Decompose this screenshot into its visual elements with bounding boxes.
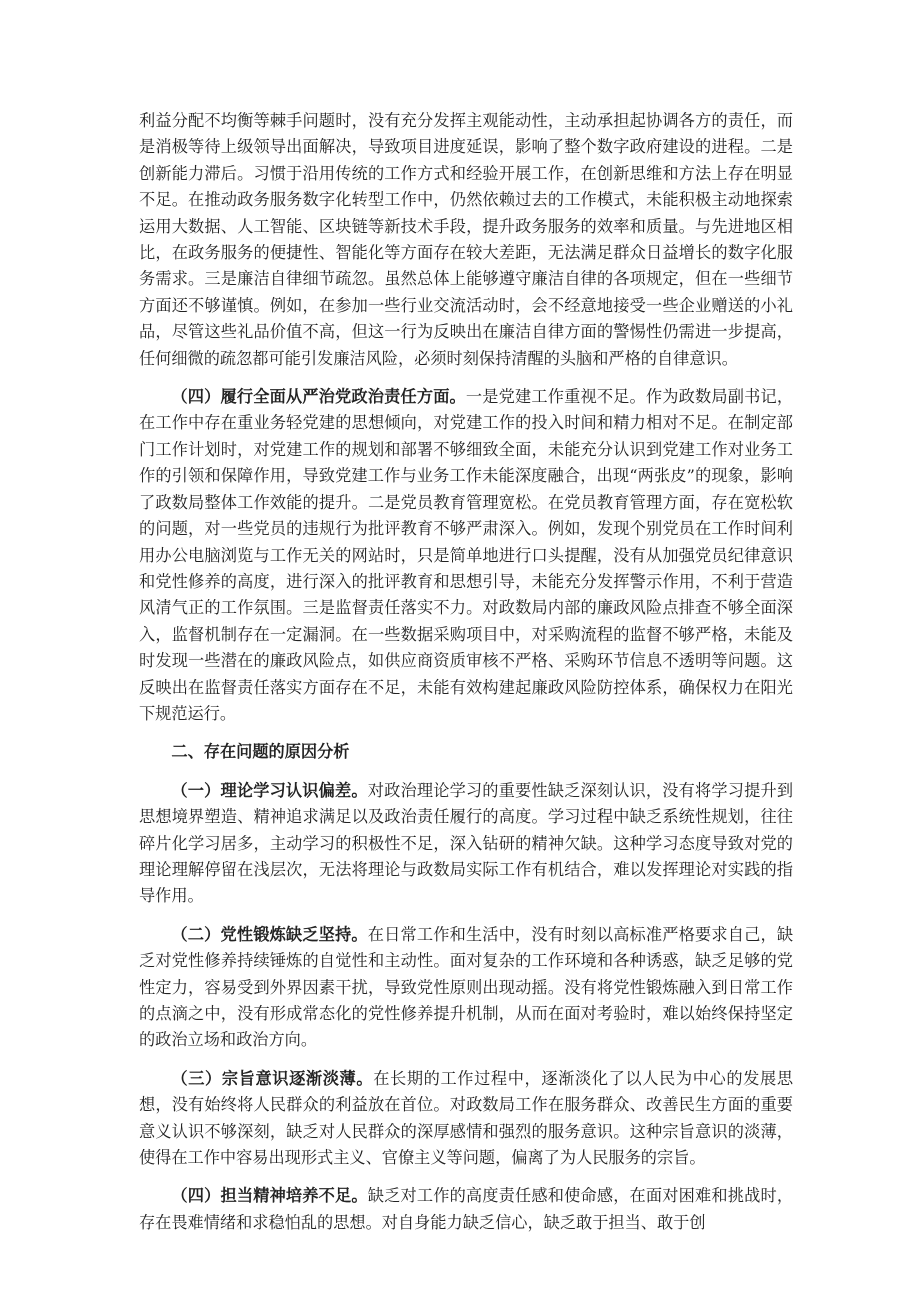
paragraph-party-spirit xyxy=(139,922,793,1054)
paragraph-text: 对政治理论学习的重要性缺乏深刻认识，没有将学习提升到思想境界塑造、精神追求满足以及政治责任履行的高度。学习过程中缺乏系统性规划，往往碎片化学习居多，主动学习的积极性不足，深入钻研的精神欠缺。这种学习态度导致对党的理论理解停留在浅层次，无法将理论与政数局实际工作有机结合，难以发挥理论对实践的指导作用。 xyxy=(139,780,794,906)
paragraph-lead: （三）宗旨意识逐渐淡薄。 xyxy=(171,1068,374,1088)
paragraph-text: 缺乏对工作的高度责任感和使命感，在面对困难和挑战时，存在畏难情绪和求稳怕乱的思想。对自身能力缺乏信心，缺乏敢于担当、敢于创 xyxy=(139,1186,794,1232)
paragraph-text: 在日常工作和生活中，没有时刻以高标准严格要求自己，缺乏对党性修养持续锤炼的自觉性和主动性。面对复杂的工作环境和各种诱惑，缺乏足够的党性定力，容易受到外界因素干扰，导致党性原则出现动摇。没有将党性锻炼融入到日常工作的点滴之中，没有形成常态化的党性修养提升机制，从而在面对考验时，难以始终保持坚定的政治立场和政治方向。 xyxy=(139,924,794,1050)
section-heading: 二、存在问题的原因分析 xyxy=(171,742,350,762)
paragraph-lead: （四）担当精神培养不足。 xyxy=(171,1186,368,1206)
paragraph-purpose-awareness xyxy=(139,1066,793,1172)
paragraph-theory-study xyxy=(139,778,793,910)
paragraph-lead: （一）理论学习认识偏差。 xyxy=(171,780,368,800)
paragraph-text: 在长期的工作过程中，逐渐淡化了以人民为中心的发展思想，没有始终将人民群众的利益放在首位。对政数局工作在服务群众、改善民生方面的重要意义认识不够深刻，缺乏对人民群众的深厚感情和强烈的服务意识。这种宗旨意识的淡薄，使得在工作中容易出现形式主义、官僚主义等问题，偏离了为人民服务的宗旨。 xyxy=(139,1068,794,1168)
paragraph-party-responsibility xyxy=(139,384,793,727)
paragraph-responsibility-spirit xyxy=(139,1183,793,1236)
paragraph-text: 一是党建工作重视不足。作为政数局副书记，在工作中存在重业务轻党建的思想倾向，对党建工作的投入时间和精力相对不足。在制定部门工作计划时，对党建工作的规划和部署不够细致全面，未能充分认识到党建工作对业务工作的引领和保障作用，导致党建工作与业务工作未能深度融合，出现“两张皮”的现象，影响了政数局整体工作效能的提升。二是党员教育管理宽松。在党员教育管理方面，存在宽松软的问题，对一些党员的违规行为批评教育不够严肃深入。例如，发现个别党员在工作时间利用办公电脑浏览与工作无关的网站时，只是简单地进行口头提醒，没有从加强党员纪律意识和党性修养的高度，进行深入的批评教育和思想引导，未能充分发挥警示作用，不利于营造风清气正的工作氛围。三是监督责任落实不力。对政数局内部的廉政风险点排查不够全面深入，监督机制存在一定漏洞。在一些数据采购项目中，对采购流程的监督不够严格，未能及时发现一些潜在的廉政风险点，如供应商资质审核不严格、采购环节信息不透明等问题。这反映出在监督责任落实方面存在不足，未能有效构建起廉政风险防控体系，确保权力在阳光下规范运行。 xyxy=(139,387,794,723)
paragraph-lead: （四）履行全面从严治党政治责任方面。 xyxy=(171,387,466,407)
document-page xyxy=(139,108,793,1236)
paragraph-continuation: 利益分配不均衡等棘手问题时，没有充分发挥主观能动性，主动承担起协调各方的责任，而是消极等待上级领导出面解决，导致项目进度延误，影响了整个数字政府建设的进程。二是创新能力滞后。习惯于沿用传统的工作方式和经验开展工作，在创新思维和方法上存在明显不足。在推动政务服务数字化转型工作中，仍然依赖过去的工作模式，未能积极主动地探索运用大数据、人工智能、区块链等新技术手段，提升政务服务的效率和质量。与先进地区相比，在政务服务的便捷性、智能化等方面存在较大差距，无法满足群众日益增长的数字化服务需求。三是廉洁自律细节疏忽。虽然总体上能够遵守廉洁自律的各项规定，但在一些细节方面还不够谨慎。例如，在参加一些行业交流活动时，会不经意地接受一些企业赠送的小礼品，尽管这些礼品价值不高，但这一行为反映出在廉洁自律方面的警惕性仍需进一步提高，任何细微的疏忽都可能引发廉洁风险，必须时刻保持清醒的头脑和严格的自律意识。 xyxy=(139,111,793,368)
paragraph-lead: （二）党性锻炼缺乏坚持。 xyxy=(171,924,368,944)
